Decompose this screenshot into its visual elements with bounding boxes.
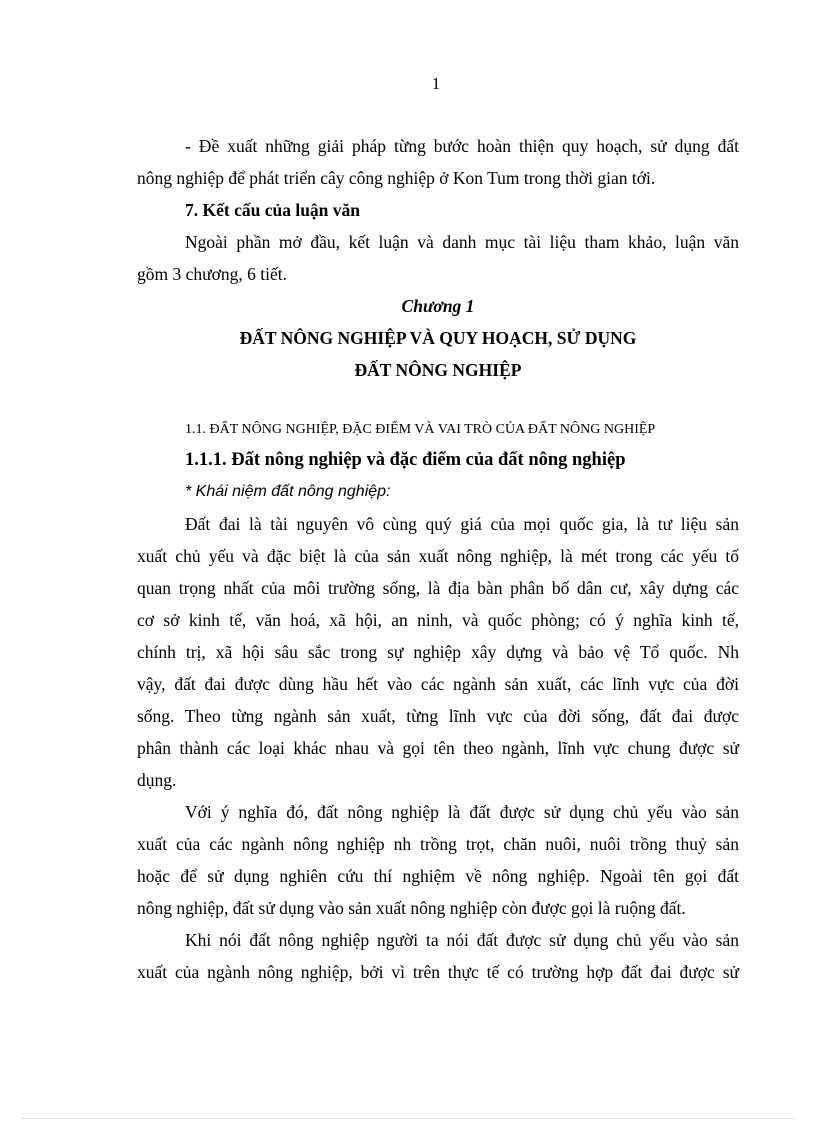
text-line: dụng.	[137, 770, 177, 790]
text-line: xuất của các ngành nông nghiệp nh trồng trọt, chăn nuôi, nuôi trồng thuỷ sản	[137, 834, 739, 854]
text-line: vậy, đất đai được dùng hầu hết vào các ngành sản xuất, các lĩnh vực của đời	[137, 674, 739, 694]
page-number: 1	[431, 74, 441, 93]
paragraph-1	[137, 508, 739, 796]
chapter-label: Chương 1	[401, 296, 475, 316]
paragraph-structure	[137, 226, 739, 290]
text-line: cơ sở kinh tế, văn hoá, xã hội, an ninh, và quốc phòng; có ý nghĩa kinh tế,	[137, 610, 739, 630]
text-line: Đất đai là tài nguyên vô cùng quý giá của mọi quốc gia, là tư liệu sản	[185, 514, 739, 534]
paragraph-2	[137, 796, 739, 924]
text-line: phân thành các loại khác nhau và gọi tên theo ngành, lĩnh vực chung được sử	[137, 738, 739, 758]
text-line: xuất chủ yếu và đặc biệt là của sản xuất nông nghiệp, là mét trong các yếu tố	[137, 546, 739, 566]
paragraph-solution	[137, 130, 739, 194]
text-line: nông nghiệp để phát triển cây công nghiệp ở Kon Tum trong thời gian tới.	[137, 168, 656, 188]
text-line: hoặc để sử dụng nghiên cứu thí nghiệm về nông nghiệp. Ngoài tên gọi đất	[137, 866, 739, 886]
text-line: quan trọng nhất của môi trường sống, là địa bàn phân bố dân cư, xây dựng các	[137, 578, 739, 598]
text-line: Với ý nghĩa đó, đất nông nghiệp là đất được sử dụng chủ yếu vào sản	[185, 802, 739, 822]
chapter-title-line-2: ĐẤT NÔNG NGHIỆP	[354, 360, 522, 380]
section-title: 1.1. ĐẤT NÔNG NGHIỆP, ĐẶC ĐIỂM VÀ VAI TRÒ CỦA ĐẤT NÔNG NGHIỆP	[185, 422, 656, 437]
text-line: Ngoài phần mở đầu, kết luận và danh mục tài liệu tham khảo, luận văn	[185, 232, 739, 252]
text-line: sống. Theo từng ngành sản xuất, từng lĩnh vực của đời sống, đất đai được	[137, 706, 739, 726]
heading-structure: 7. Kết cấu của luận văn	[185, 200, 361, 220]
concept-label: * Khái niệm đất nông nghiệp:	[185, 483, 391, 500]
text-line: chính trị, xã hội sâu sắc trong sự nghiệp xây dựng và bảo vệ Tổ quốc. Nh	[137, 642, 739, 662]
chapter-title-line-1: ĐẤT NÔNG NGHIỆP VÀ QUY HOẠCH, SỬ DỤNG	[239, 328, 637, 348]
subsection-title: 1.1.1. Đất nông nghiệp và đặc điểm của đất nông nghiệp	[185, 450, 626, 470]
text-line: gồm 3 chương, 6 tiết.	[137, 264, 287, 284]
text-line: Khi nói đất nông nghiệp người ta nói đất được sử dụng chủ yếu vào sản	[185, 930, 739, 950]
paragraph-3	[137, 924, 739, 988]
text-line: - Đề xuất những giải pháp từng bước hoàn thiện quy hoạch, sử dụng đất	[185, 136, 739, 156]
text-line: nông nghiệp, đất sử dụng vào sản xuất nông nghiệp còn được gọi là ruộng đất.	[137, 898, 686, 918]
text-line: xuất của ngành nông nghiệp, bởi vì trên thực tế có trường hợp đất đai được sử	[137, 962, 739, 982]
page-bottom-rule	[22, 1118, 794, 1119]
document-body	[137, 130, 739, 988]
